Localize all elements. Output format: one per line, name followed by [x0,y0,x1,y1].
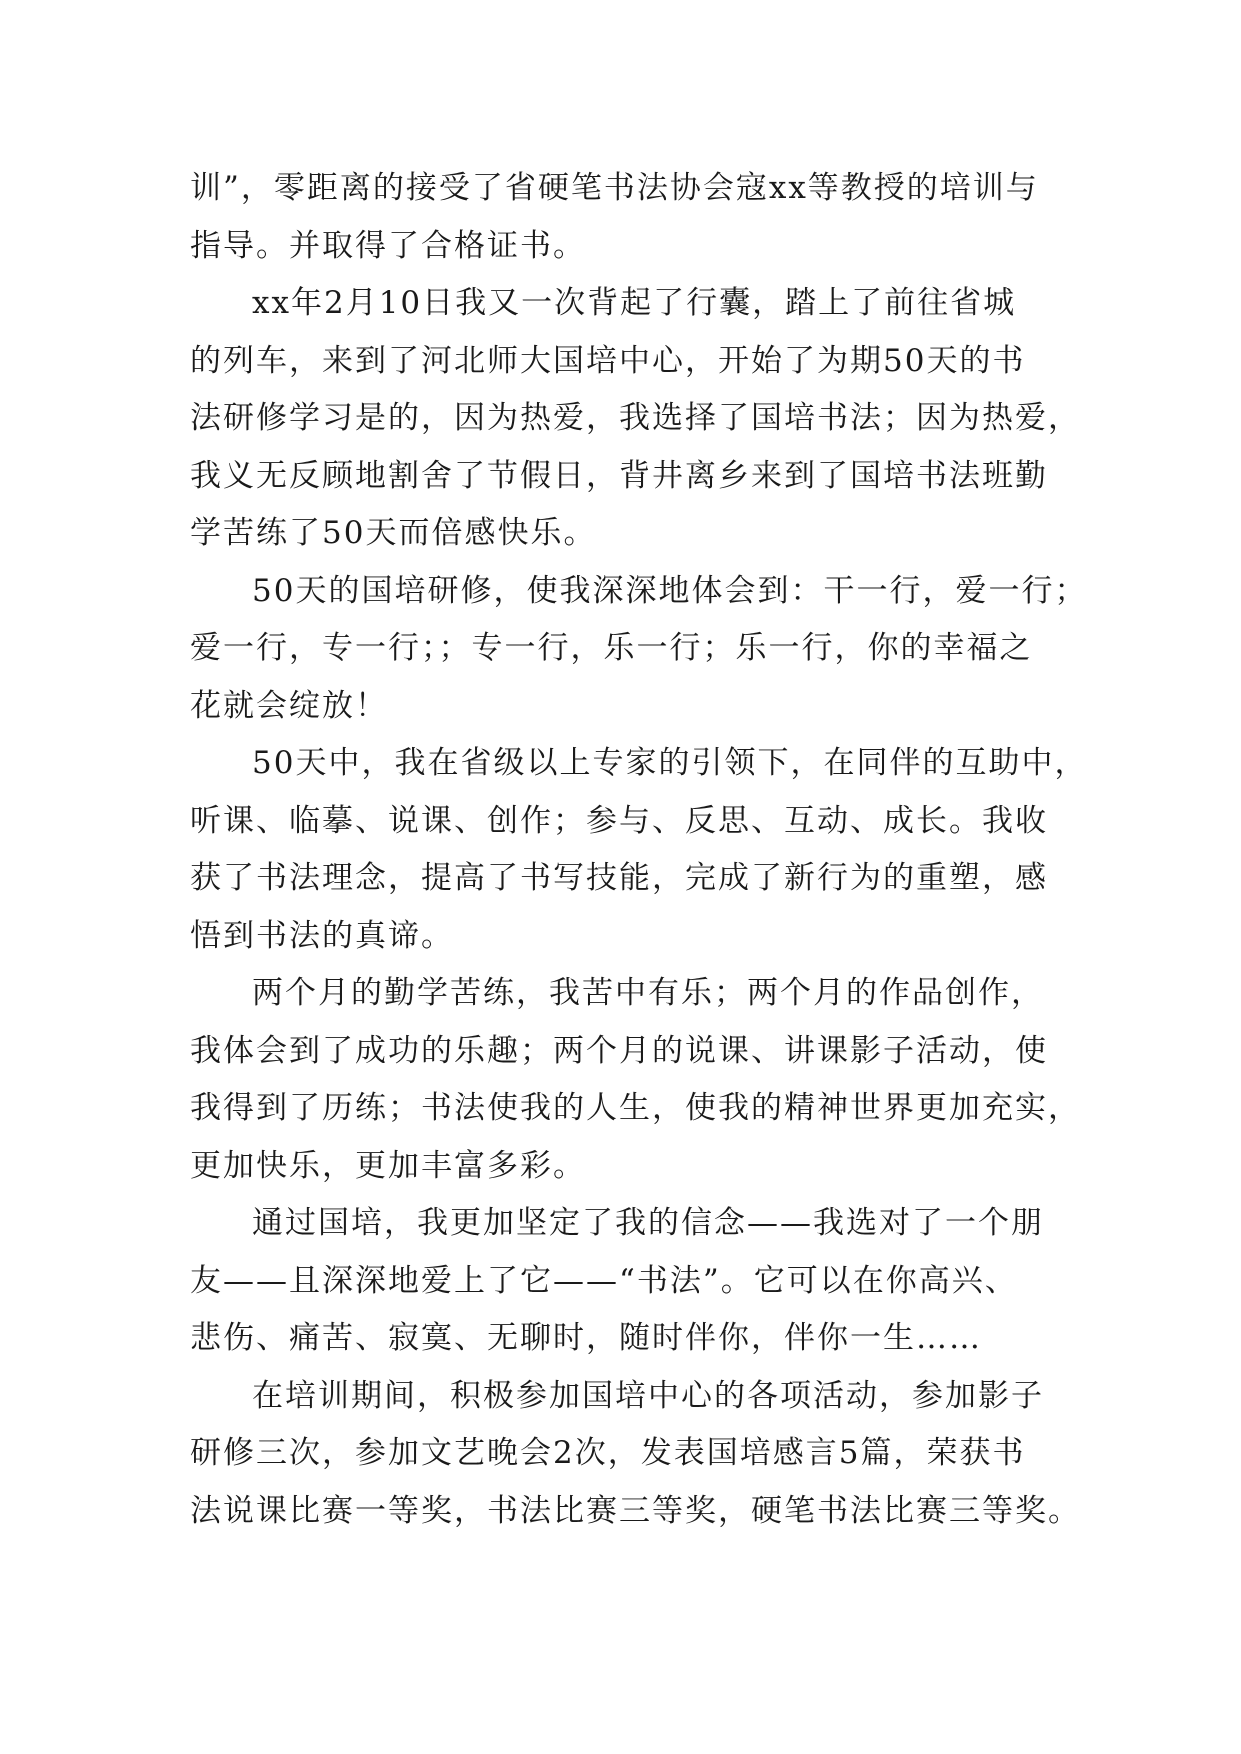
text-line: xx年2月10日我又一次背起了行囊，踏上了前往省城 [252,285,1017,321]
text-line: 通过国培，我更加坚定了我的信念——我选对了一个朋 [252,1205,1044,1241]
text-line: 学苦练了50天而倍感快乐。 [190,515,597,551]
text-line: 的列车，来到了河北师大国培中心，开始了为期50天的书 [190,342,1026,379]
text-line: 在培训期间，积极参加国培中心的各项活动，参加影子 [252,1377,1044,1414]
text-line: 研修三次，参加文艺晚会2次，发表国培感言5篇，荣获书 [190,1435,1026,1471]
text-line: 我义无反顾地割舍了节假日，背井离乡来到了国培书法班勤 [190,457,1048,494]
text-line: 更加快乐，更加丰富多彩。 [190,1147,586,1184]
text-line: 50天的国培研修，使我深深地体会到：干一行，爱一行； [252,572,1088,609]
text-line: 友——且深深地爱上了它——“书法”。它可以在你高兴、 [190,1262,1018,1299]
text-line: 指导。并取得了合格证书。 [190,227,586,264]
text-line: 法研修学习是的，因为热爱，我选择了国培书法；因为热爱， [190,400,1081,436]
text-line: 训”，零距离的接受了省硬笔书法协会寇xx等教授的培训与 [190,170,1039,206]
text-line: 花就会绽放！ [190,687,388,724]
text-line: 悟到书法的真谛。 [190,917,454,954]
text-line: 法说课比赛一等奖，书法比赛三等奖，硬笔书法比赛三等奖。 [190,1492,1081,1529]
document-body [190,160,1088,1540]
text-line: 悲伤、痛苦、寂寞、无聊时，随时伴你，伴你一生…… [190,1320,982,1356]
text-line: 我体会到了成功的乐趣；两个月的说课、讲课影子活动，使 [190,1032,1048,1069]
text-line: 爱一行，专一行；；专一行，乐一行；乐一行，你的幸福之 [190,630,1033,666]
text-line: 50天中，我在省级以上专家的引领下，在同伴的互助中， [252,745,1088,781]
text-line: 两个月的勤学苦练，我苦中有乐；两个月的作品创作， [252,975,1044,1011]
text-line: 我得到了历练；书法使我的人生，使我的精神世界更加充实， [190,1090,1081,1126]
text-line: 听课、临摹、说课、创作；参与、反思、互动、成长。我收 [190,802,1048,839]
text-line: 获了书法理念，提高了书写技能，完成了新行为的重塑，感 [190,860,1048,896]
